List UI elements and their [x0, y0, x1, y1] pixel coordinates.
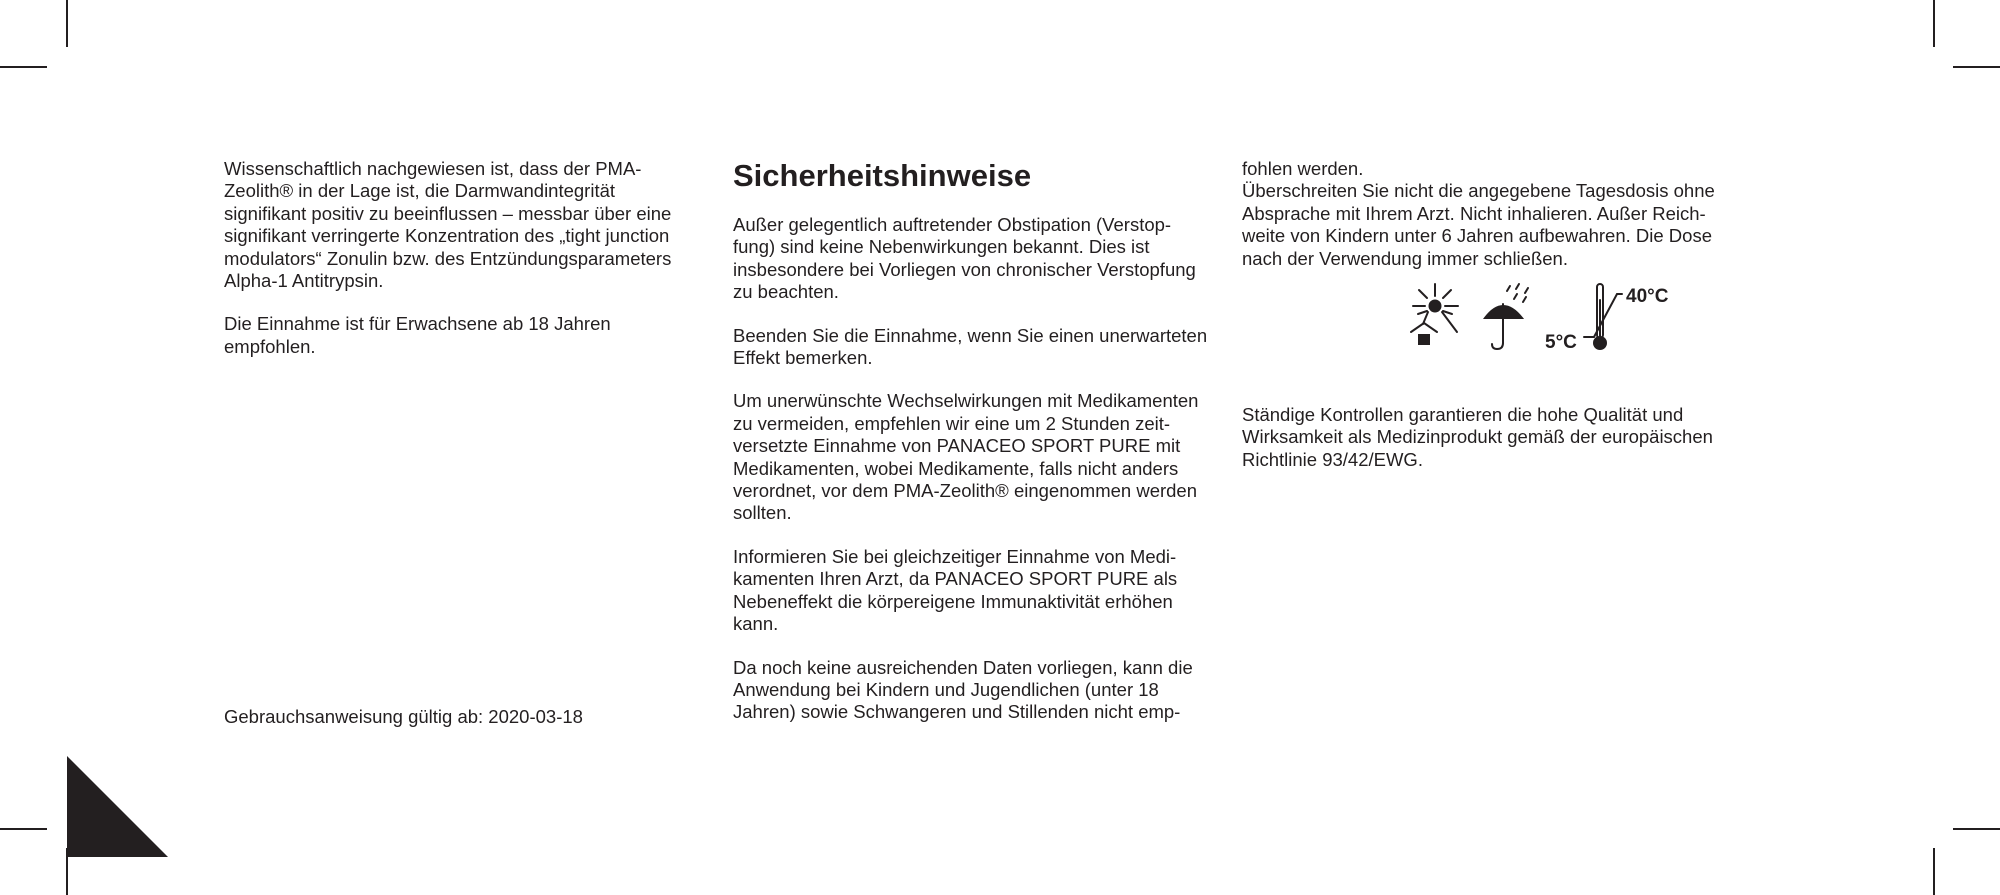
- column-middle: [733, 158, 1213, 745]
- crop-mark-bottom-right-vertical: [1933, 848, 1935, 895]
- crop-mark-bottom-left-horizontal: [0, 828, 47, 830]
- dosage-warning-paragraph: fohlen werden. Überschreiten Sie nicht die angegebene Tagesdosis ohne Absprache mit Ihrem Arzt. Nicht inhalieren. Außer Reich- weite von Kindern unter 6 Jahren aufbewahren. Die Dose nach der Verwendung immer schließen.: [1242, 158, 1715, 269]
- crop-mark-top-left-horizontal: [0, 66, 47, 68]
- safety-heading: Sicherheitshinweise: [733, 158, 1032, 193]
- medication-interaction-paragraph: Um unerwünschte Wechselwirkungen mit Medikamenten zu vermeiden, empfehlen wir eine um 2 Stunden zeit- versetzte Einnahme von PANACEO SPORT PURE mit Medikamenten, wobei Medikamente, falls nicht anders verordnet, vor dem PMA-Zeolith® eingenommen werden sollten.: [733, 390, 1199, 524]
- storage-symbols: [1398, 280, 1718, 365]
- temperature-max-label: 40°C: [1626, 286, 1669, 307]
- zeolith-study-paragraph: Wissenschaftlich nachgewiesen ist, dass der PMA- Zeolith® in der Lage ist, die Darmwandintegrität signifikant positiv zu beeinflussen – messbar über eine signifikant verringerte Konzentration des „tight junction modulators“ Zonulin bzw. des Entzündungsparameters Alpha-1 Antitrypsin.: [224, 158, 672, 292]
- temperature-min-label: 5°C: [1545, 332, 1577, 353]
- crop-mark-top-left-vertical: [66, 0, 68, 47]
- quality-control-paragraph: Ständige Kontrollen garantieren die hohe Qualität und Wirksamkeit als Medizinprodukt gemäß der europäischen Richtlinie 93/42/EWG.: [1242, 404, 1713, 470]
- keep-dry-icon: [1485, 284, 1528, 349]
- inform-doctor-paragraph: Informieren Sie bei gleichzeitiger Einnahme von Medi- kamenten Ihren Arzt, da PANACEO SPORT PURE als Nebeneffekt die körpereigene Immunaktivität erhöhen kann.: [733, 545, 1178, 635]
- column-left: [224, 158, 694, 379]
- temperature-limit-icon: [1584, 284, 1622, 349]
- children-pregnancy-paragraph: Da noch keine ausreichenden Daten vorliegen, kann die Anwendung bei Kindern und Jugendlichen (unter 18 Jahren) sowie Schwangeren und Stillenden nicht emp-: [733, 656, 1193, 723]
- column-right: [1242, 158, 1722, 291]
- column-right-lower: [1242, 404, 1722, 492]
- crop-mark-top-right-horizontal: [1953, 66, 2000, 68]
- adult-dosage-paragraph: Die Einnahme ist für Erwachsene ab 18 Jahren empfohlen.: [224, 313, 611, 357]
- keep-away-from-sunlight-icon: [1411, 284, 1458, 345]
- crop-mark-top-right-vertical: [1933, 0, 1935, 47]
- validity-date-note: Gebrauchsanweisung gültig ab: 2020-03-18: [224, 706, 583, 727]
- side-effects-paragraph: Außer gelegentlich auftretender Obstipation (Verstop- fung) sind keine Nebenwirkungen bekannt. Dies ist insbesondere bei Vorliegen von chronischer Verstopfung zu beachten.: [733, 214, 1196, 303]
- stop-intake-paragraph: Beenden Sie die Einnahme, wenn Sie einen unerwarteten Effekt bemerken.: [733, 324, 1208, 369]
- crop-mark-bottom-right-horizontal: [1953, 828, 2000, 830]
- corner-triangle-mark: [67, 756, 168, 857]
